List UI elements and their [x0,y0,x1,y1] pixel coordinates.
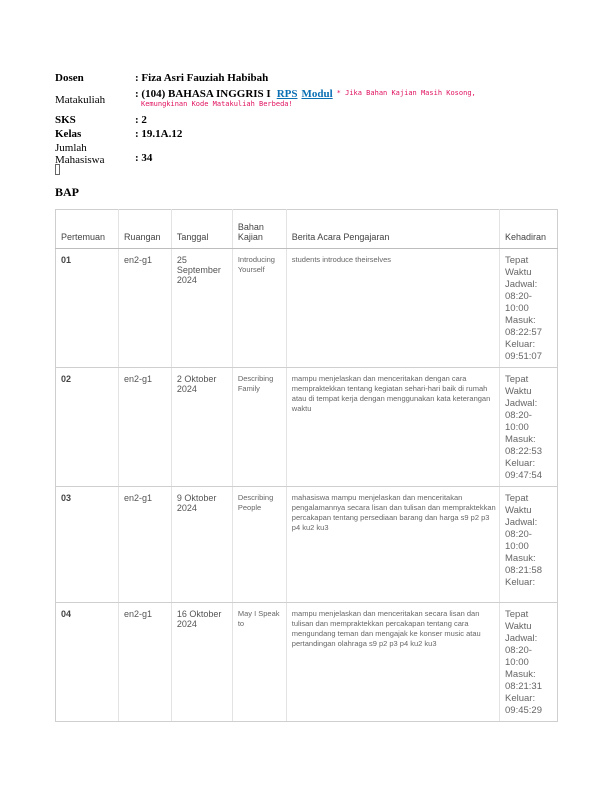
berita-cell: mampu menjelaskan dan menceritakan dengan cara mempraktekkan tentang kegiatan sehari-hari baik di rumah atau di tempat kerja dengan menggunakan kata keterangan waktu [286,368,499,487]
dosen-value: : Fiza Asri Fauziah Habibah [135,72,269,84]
pertemuan-cell: 03 [56,487,119,603]
sks-value: : 2 [135,114,147,126]
kehadiran-status: Tepat Waktu [505,609,532,632]
ruangan-cell: en2-g1 [118,487,171,603]
header-bahan-line-2: Kajian [237,232,263,242]
table-row [56,368,558,487]
kehadiran-cell [500,368,558,487]
jumlah-row [55,142,575,170]
bahan-cell: May I Speak to [232,603,286,722]
header-bahan-kajian [232,210,286,249]
kehadiran-masuk: Masuk: 08:21:31 [505,669,542,692]
kehadiran-masuk: Masuk: 08:22:57 [505,315,542,338]
pertemuan-cell: 04 [56,603,119,722]
bahan-cell: Describing Family [232,368,286,487]
header-ruangan: Ruangan [118,210,171,249]
matakuliah-prefix: : [135,88,142,100]
missing-glyph-icon [55,164,60,175]
tanggal-cell: 9 Oktober 2024 [171,487,232,603]
berita-cell: mampu menjelaskan dan menceritakan secara lisan dan tulisan dan mempraktekkan percakapan tentang cara mengundang teman dan mengajak ke konser music atau pertandingan olahraga s9 p2 p3 p4 ku2 ku3 [286,603,499,722]
table-row [56,603,558,722]
kelas-label: Kelas [55,128,82,140]
kehadiran-cell [500,249,558,368]
kelas-row [55,128,575,142]
header-berita: Berita Acara Pengajaran [286,210,499,249]
warning-line-1: * Jika Bahan Kajian Masih Kosong, [336,89,476,97]
kehadiran-status: Tepat Waktu [505,374,532,397]
jumlah-value: : 34 [135,152,153,164]
tanggal-cell: 16 Oktober 2024 [171,603,232,722]
kehadiran-keluar: Keluar: 09:47:54 [505,458,542,481]
jumlah-label [55,142,135,166]
dosen-label: Dosen [55,72,84,84]
kelas-value: : 19.1A.12 [135,128,183,140]
bahan-cell: Introducing Yourself [232,249,286,368]
ruangan-cell: en2-g1 [118,603,171,722]
matakuliah-row [55,86,575,114]
jumlah-label-line-2: Mahasiswa [55,154,105,166]
sks-row [55,114,575,128]
table-header-row [56,210,558,249]
course-info [55,72,575,170]
kehadiran-masuk: Masuk: 08:22:53 [505,434,542,457]
kode-warning [337,88,476,99]
header-bahan-line-1: Bahan [237,222,264,232]
table-row [56,249,558,368]
tanggal-cell: 25 September 2024 [171,249,232,368]
matakuliah-name: (104) BAHASA INGGRIS I [141,88,271,100]
matakuliah-label: Matakuliah [55,94,106,106]
kehadiran-keluar: Keluar: 09:51:07 [505,339,542,362]
kehadiran-jadwal: Jadwal: 08:20-10:00 [505,398,538,433]
berita-cell: mahasiswa mampu menjelaskan dan menceritakan pengalamannya secara lisan dan tulisan dan mempraktekkan percakapan tentang persediaan barang dan harga s9 p2 p3 p4 ku2 ku3 [286,487,499,603]
kehadiran-jadwal: Jadwal: 08:20-10:00 [505,517,538,552]
tanggal-cell: 2 Oktober 2024 [171,368,232,487]
table-row [56,487,558,603]
kehadiran-status: Tepat Waktu [505,255,532,278]
section-title: BAP [55,185,79,199]
header-kehadiran: Kehadiran [500,210,558,249]
header-pertemuan: Pertemuan [56,210,119,249]
jumlah-label-line-1: Jumlah [55,142,87,154]
dosen-row [55,72,575,86]
header-tanggal: Tanggal [171,210,232,249]
kehadiran-keluar: Keluar: [505,577,536,588]
kehadiran-keluar: Keluar: 09:45:29 [505,693,542,716]
bap-table [55,209,558,722]
ruangan-cell: en2-g1 [118,249,171,368]
kehadiran-cell [500,487,558,603]
kehadiran-masuk: Masuk: 08:21:58 [505,553,542,576]
pertemuan-cell: 01 [56,249,119,368]
rps-link[interactable]: RPS [276,88,298,100]
kehadiran-jadwal: Jadwal: 08:20-10:00 [505,633,538,668]
kehadiran-status: Tepat Waktu [505,493,532,516]
ruangan-cell: en2-g1 [118,368,171,487]
berita-cell: students introduce theirselves [286,249,499,368]
pertemuan-cell: 02 [56,368,119,487]
bahan-cell: Describing People [232,487,286,603]
kehadiran-jadwal: Jadwal: 08:20-10:00 [505,279,538,314]
modul-link[interactable]: Modul [301,88,333,100]
warning-line-2: Kemungkinan Kode Matakuliah Berbeda! [141,100,293,108]
sks-label: SKS [55,114,76,126]
kehadiran-cell [500,603,558,722]
